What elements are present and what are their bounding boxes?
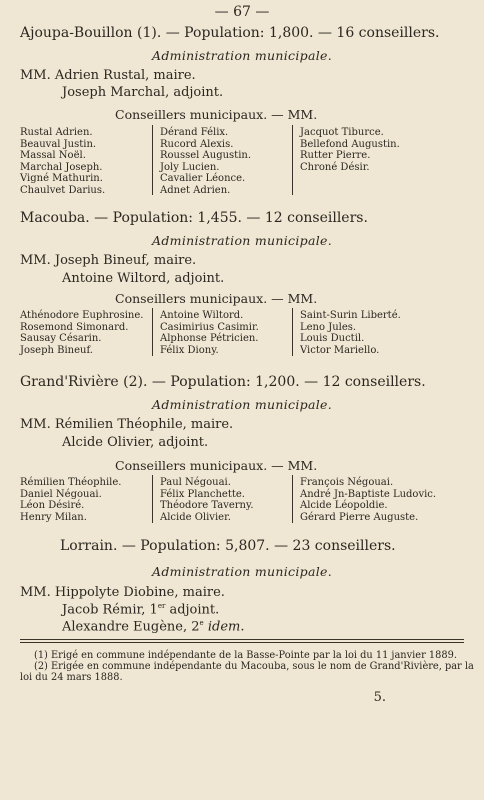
councillor-name: Théodore Taverny. (160, 500, 254, 512)
admin-title: Administration municipale. (152, 233, 332, 248)
councillor-name: Victor Mariello. (300, 344, 380, 356)
admin-title: Administration municipale. (152, 48, 332, 63)
councillor-column (300, 310, 401, 356)
councillor-column (20, 477, 121, 523)
column-divider (152, 308, 153, 356)
commune-heading: Macouba. — Population: 1,455. — 12 conseillers. (20, 210, 368, 226)
councillor-name: Beauval Justin. (20, 138, 97, 150)
column-divider (292, 125, 293, 195)
admin-title: Administration municipale. (152, 564, 332, 579)
councillor-name: Rustal Adrien. (20, 127, 93, 138)
councillor-name: Paul Négouai. (160, 477, 231, 488)
column-divider (292, 475, 293, 523)
councillor-name: Vigné Mathurin. (20, 173, 103, 185)
councillor-name: Rémilien Théophile. (20, 477, 122, 488)
footnote-rule (20, 639, 464, 640)
councillor-name: Félix Planchette. (160, 488, 245, 500)
councillor-name: Casimirius Casimir. (160, 321, 259, 333)
councillor-name: Alcide Léopoldie. (300, 500, 388, 512)
councillor-name: Athénodore Euphrosine. (20, 310, 144, 321)
councillor-name: Rucord Alexis. (160, 138, 234, 150)
councillor-column (20, 310, 143, 356)
footnote: (1) Erigé en commune indépendante de la Basse-Pointe par la loi du 11 janvier 1889. (34, 650, 457, 661)
mayor-line: MM. Joseph Bineuf, maire. (20, 253, 197, 268)
councillor-name: Henry Milan. (20, 511, 87, 523)
footnote: loi du 24 mars 1888. (20, 672, 123, 683)
councillor-name: André Jn-Baptiste Ludovic. (300, 488, 437, 500)
councillor-name: Joseph Bineuf. (20, 344, 93, 356)
councillor-name: Gérard Pierre Auguste. (300, 511, 419, 523)
councillor-name: Léon Désiré. (20, 500, 85, 512)
councillor-name: Antoine Wiltord. (160, 310, 244, 321)
footnote: (2) Erigée en commune indépendante du Macouba, sous le nom de Grand'Rivière, par la (34, 661, 474, 672)
commune-heading: Grand'Rivière (2). — Population: 1,200. — 12 conseillers. (20, 374, 426, 390)
councillor-column (160, 127, 251, 197)
adjoint-line: Jacob Rémir, 1er adjoint. (62, 602, 220, 618)
councillor-name: Joly Lucien. (160, 161, 220, 173)
commune-heading: Lorrain. — Population: 5,807. — 23 conseillers. (60, 538, 396, 554)
column-divider (152, 475, 153, 523)
councillor-name: Marchal Joseph. (20, 161, 103, 173)
councillor-name: Alcide Olivier. (160, 511, 231, 523)
page-number: — 67 — (214, 4, 270, 20)
councillor-name: Jacquot Tiburce. (300, 127, 384, 138)
councillor-name: Leno Jules. (300, 321, 357, 333)
councillor-name: Félix Diony. (160, 344, 219, 356)
column-divider (292, 308, 293, 356)
council-title: Conseillers municipaux. — MM. (115, 107, 318, 122)
councillor-name: Roussel Augustin. (160, 150, 252, 162)
footnote-rule (20, 642, 464, 643)
councillor-name: Dérand Félix. (160, 127, 229, 138)
councillor-name: Rutter Pierre. (300, 150, 371, 162)
councillor-name: Alphonse Pétricien. (160, 333, 259, 345)
councillor-name: Louis Ductil. (300, 333, 365, 345)
column-divider (152, 125, 153, 195)
councillor-column (160, 477, 254, 523)
councillor-name: Cavalier Léonce. (160, 173, 246, 185)
councillor-name: Bellefond Augustin. (300, 138, 400, 150)
adjoint-line: Joseph Marchal, adjoint. (62, 85, 224, 100)
councillor-name: Chaulvet Darius. (20, 184, 106, 196)
councillor-name: Saint-Surin Liberté. (300, 310, 401, 321)
adjoint-line: Alexandre Eugène, 2e idem. (62, 619, 245, 635)
councillor-column (160, 310, 259, 356)
councillor-column (300, 477, 436, 523)
adjoint-line: Antoine Wiltord, adjoint. (62, 271, 225, 286)
councillor-name: Rosemond Simonard. (20, 321, 129, 333)
councillor-column (300, 127, 400, 173)
councillor-name: François Négouai. (300, 477, 394, 488)
councillor-name: Adnet Adrien. (160, 184, 231, 196)
councillor-name: Chroné Désir. (300, 161, 370, 173)
mayor-line: MM. Rémilien Théophile, maire. (20, 417, 234, 432)
admin-title: Administration municipale. (152, 397, 332, 412)
adjoint-line: Alcide Olivier, adjoint. (62, 435, 209, 450)
mayor-line: MM. Adrien Rustal, maire. (20, 68, 196, 83)
commune-heading: Ajoupa-Bouillon (1). — Population: 1,800. — 16 conseillers. (20, 25, 440, 41)
councillor-name: Massal Noël. (20, 150, 86, 162)
signature-mark: 5. (373, 690, 386, 705)
councillor-name: Daniel Négouai. (20, 488, 102, 500)
mayor-line: MM. Hippolyte Diobine, maire. (20, 585, 225, 600)
councillor-name: Sausay Césarin. (20, 333, 102, 345)
council-title: Conseillers municipaux. — MM. (115, 458, 318, 473)
council-title: Conseillers municipaux. — MM. (115, 291, 318, 306)
councillor-column (20, 127, 105, 197)
